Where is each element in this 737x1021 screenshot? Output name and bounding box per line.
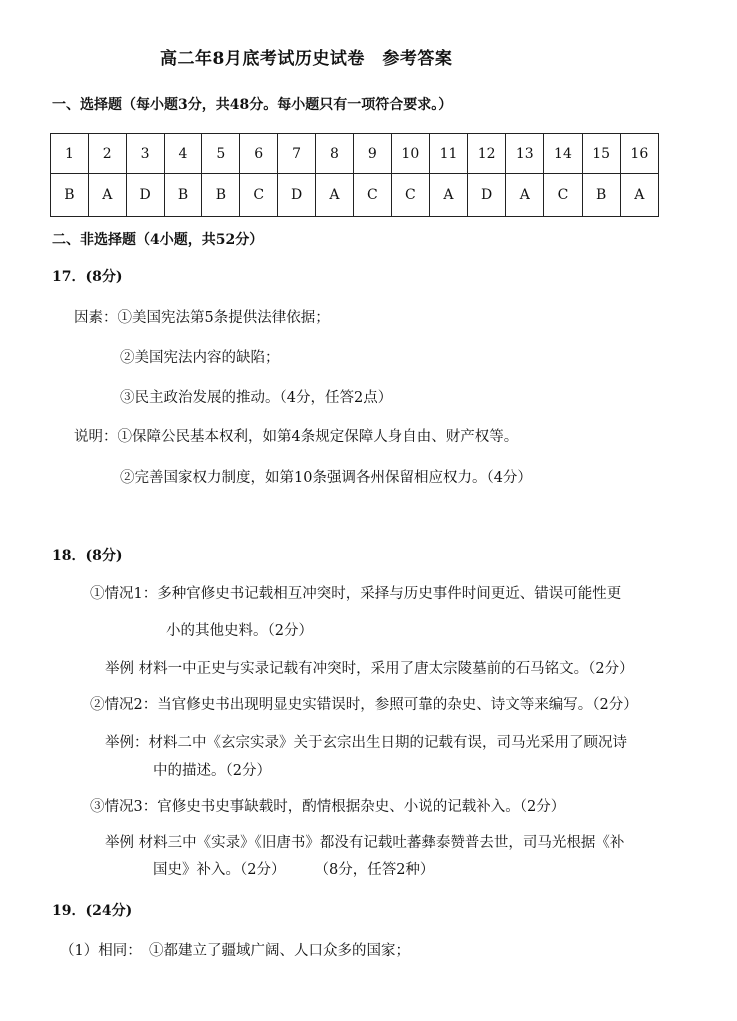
question-number-cell: 8 — [316, 134, 354, 174]
question-number-cell: 2 — [88, 134, 126, 174]
answer-cell: D — [126, 174, 164, 217]
q18-line: 国史》补入。（2分） （8分，任答2种） — [153, 862, 435, 878]
q17-line: ②美国宪法内容的缺陷； — [120, 350, 280, 366]
answer-cell: A — [88, 174, 126, 217]
question-number-cell: 11 — [429, 134, 467, 174]
question-number-cell: 4 — [164, 134, 202, 174]
question-number-cell: 16 — [620, 134, 658, 174]
answer-cell: B — [51, 174, 89, 217]
answer-cell: A — [620, 174, 658, 217]
q18-line: ②情况2：当官修史书出现明显史实错误时，参照可靠的杂史、诗文等来编写。（2分） — [90, 697, 638, 713]
q19-line: （1）相同： ①都建立了疆域广阔、人口众多的国家； — [60, 943, 410, 959]
question-number-row — [51, 134, 659, 174]
answer-table — [50, 133, 659, 217]
answer-cell: D — [468, 174, 506, 217]
question-number-cell: 9 — [353, 134, 391, 174]
question-number-cell: 3 — [126, 134, 164, 174]
q18-line: ③情况3：官修史书史事缺载时，酌情根据杂史、小说的记载补入。（2分） — [90, 799, 566, 815]
answer-row — [51, 174, 659, 217]
q18-line: 举例：材料二中《玄宗实录》关于玄宗出生日期的记载有误，司马光采用了顾况诗 — [105, 735, 627, 751]
question-number-cell: 10 — [391, 134, 429, 174]
q17-line: ③民主政治发展的推动。（4分，任答2点） — [120, 390, 393, 406]
question-19-label: 19．(24分) — [52, 903, 133, 919]
answer-cell: B — [164, 174, 202, 217]
answer-cell: C — [544, 174, 582, 217]
answer-cell: C — [240, 174, 278, 217]
question-number-cell: 7 — [278, 134, 316, 174]
answer-cell: C — [391, 174, 429, 217]
q18-line: 中的描述。（2分） — [153, 763, 271, 779]
question-number-cell: 15 — [582, 134, 620, 174]
question-17-label: 17．(8分) — [52, 269, 123, 285]
q18-line: 举例 材料三中《实录》《旧唐书》都没有记载吐蕃彝泰赞普去世，司马光根据《补 — [105, 835, 625, 851]
q18-line: 小的其他史料。（2分） — [166, 623, 313, 639]
question-number-cell: 1 — [51, 134, 89, 174]
answer-cell: B — [582, 174, 620, 217]
answer-cell: D — [278, 174, 316, 217]
q18-line: ①情况1：多种官修史书记载相互冲突时，采择与历史事件时间更近、错误可能性更 — [90, 586, 622, 602]
question-number-cell: 14 — [544, 134, 582, 174]
q17-line: ②完善国家权力制度，如第10条强调各州保留相应权力。（4分） — [120, 470, 532, 486]
question-number-cell: 6 — [240, 134, 278, 174]
q17-line: 说明：①保障公民基本权利，如第4条规定保障人身自由、财产权等。 — [74, 429, 519, 445]
q17-line: 因素：①美国宪法第5条提供法律依据； — [74, 310, 330, 326]
section-1-heading: 一、选择题（每小题3分，共48分。每小题只有一项符合要求。） — [52, 97, 453, 113]
answer-cell: A — [316, 174, 354, 217]
answer-cell: C — [353, 174, 391, 217]
answer-cell: A — [506, 174, 544, 217]
question-number-cell: 12 — [468, 134, 506, 174]
section-2-heading: 二、非选择题（4小题，共52分） — [52, 232, 264, 248]
q18-line: 举例 材料一中正史与实录记载有冲突时，采用了唐太宗陵墓前的石马铭文。（2分） — [105, 661, 634, 677]
answer-cell: B — [202, 174, 240, 217]
page-title: 高二年8月底考试历史试卷 参考答案 — [160, 49, 453, 69]
answer-cell: A — [429, 174, 467, 217]
question-number-cell: 5 — [202, 134, 240, 174]
question-number-cell: 13 — [506, 134, 544, 174]
question-18-label: 18．(8分) — [52, 548, 123, 564]
